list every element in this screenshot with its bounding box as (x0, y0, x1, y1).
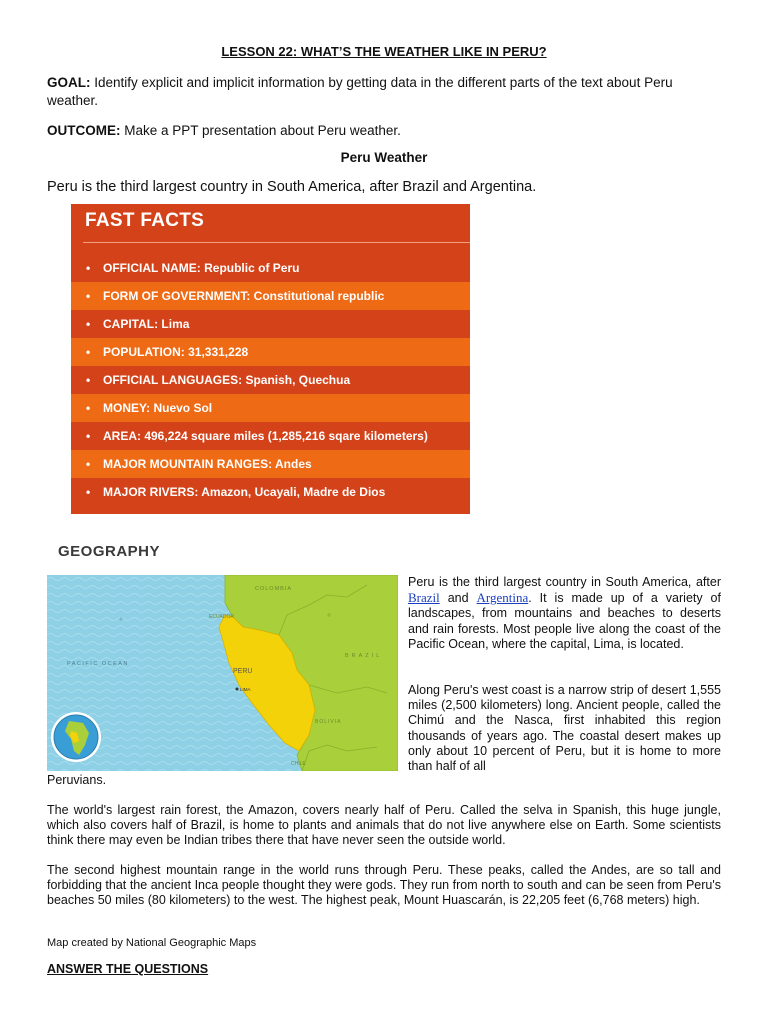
label-bolivia: BOLIVIA (315, 719, 342, 725)
label-brazil: BRAZIL (345, 653, 383, 659)
geo-p1-text-c: . It is made up of a variety of landscapes, from mountains and beaches to deserts and rain forests. Most people live along the coast of the Pacific Ocean, where the capital, Lima, is located. (408, 591, 721, 651)
fact-text: CAPITAL: Lima (103, 317, 190, 331)
fact-row (71, 450, 470, 478)
bullet-icon: • (86, 261, 91, 275)
answer-questions-heading: ANSWER THE QUESTIONS (47, 962, 209, 976)
geo-p1-text-a: Peru is the third largest country in South America, after (408, 575, 721, 589)
fact-text: POPULATION: 31,331,228 (103, 345, 249, 359)
globe-inset-icon (51, 712, 101, 762)
lima-marker (236, 688, 239, 691)
fact-row (71, 282, 470, 310)
goal-text: Identify explicit and implicit information by getting data in the different parts of the text about Peru weather. (47, 75, 673, 108)
fact-row (71, 338, 470, 366)
bullet-icon: • (86, 289, 91, 303)
label-chile: CHILE (291, 761, 306, 767)
goal-label: GOAL: (47, 75, 91, 90)
bullet-icon: • (86, 401, 91, 415)
fast-facts-title: FAST FACTS (85, 210, 205, 231)
fact-text: FORM OF GOVERNMENT: Constitutional republic (103, 289, 385, 303)
geography-paragraph-2-end: Peruvians. (47, 773, 107, 787)
geo-p1-text-b: and (439, 591, 477, 606)
bullet-icon: • (86, 485, 91, 499)
bullet-icon: • (86, 373, 91, 387)
outcome-statement (47, 122, 727, 140)
fast-facts-box (71, 204, 470, 514)
label-peru: PERU (233, 668, 253, 675)
section-subtitle: Peru Weather (340, 150, 428, 165)
fact-text: AREA: 496,224 square miles (1,285,216 sqare kilometers) (103, 429, 428, 443)
fact-row (71, 366, 470, 394)
bullet-icon: • (86, 345, 91, 359)
outcome-text: Make a PPT presentation about Peru weather. (120, 123, 401, 138)
label-lima: LIMA (240, 687, 251, 692)
andes-paragraph: The second highest mountain range in the world runs through Peru. These peaks, called the Andes, are so tall and forbidding that the ancient Inca people thought they were gods. They run from north to south and can be seen from Peru's beaches 50 miles (80 kilometers) to the west. The highest peak, Mount Huascarán, is 22,205 feet (6,768 meters) high. (47, 863, 721, 908)
fact-row (71, 310, 470, 338)
fact-text: OFFICIAL NAME: Republic of Peru (103, 261, 300, 275)
fact-row (71, 394, 470, 422)
label-colombia: COLOMBIA (255, 586, 293, 592)
bullet-icon: • (86, 317, 91, 331)
outcome-label: OUTCOME: (47, 123, 121, 138)
argentina-link[interactable]: Argentina (476, 590, 529, 606)
geography-heading: GEOGRAPHY (58, 543, 161, 560)
fact-text: MAJOR RIVERS: Amazon, Ucayali, Madre de Dios (103, 485, 386, 499)
fact-text: MONEY: Nuevo Sol (103, 401, 213, 415)
goal-statement (47, 74, 727, 110)
bullet-icon: • (86, 457, 91, 471)
bullet-icon: • (86, 429, 91, 443)
fast-facts-divider (83, 242, 470, 243)
brazil-link[interactable]: Brazil (408, 590, 440, 606)
geography-paragraph-2: Along Peru's west coast is a narrow strip of desert 1,555 miles (2,500 kilometers) long. Ancient people, called the Chimú and the Nasca, first inhabited this region thousands of years ago. The coastal desert makes up only about 10 percent of Peru, but it is home to more than half of all (408, 683, 721, 774)
fact-row (71, 422, 470, 450)
map-credit: Map created by National Geographic Maps (47, 937, 257, 949)
fact-text: OFFICIAL LANGUAGES: Spanish, Quechua (103, 373, 351, 387)
intro-sentence: Peru is the third largest country in South America, after Brazil and Argentina. (47, 179, 537, 195)
peru-map (47, 575, 398, 771)
geography-paragraph-1 (408, 575, 721, 652)
lesson-title: LESSON 22: WHAT’S THE WEATHER LIKE IN PERU? (221, 44, 547, 59)
fact-row (71, 254, 470, 282)
amazon-paragraph: The world's largest rain forest, the Amazon, covers nearly half of Peru. Called the selva in Spanish, this huge jungle, which also covers half of Brazil, is home to plants and animals that do not live anywhere else on Earth. Some scientists think there may even be Indian tribes there that have never seen the outside world. (47, 803, 721, 848)
label-pacific-ocean: PACIFIC OCEAN (67, 661, 129, 667)
fact-text: MAJOR MOUNTAIN RANGES: Andes (103, 457, 312, 471)
fact-row (71, 478, 470, 506)
label-ecuador: ECUADOR (209, 614, 235, 620)
